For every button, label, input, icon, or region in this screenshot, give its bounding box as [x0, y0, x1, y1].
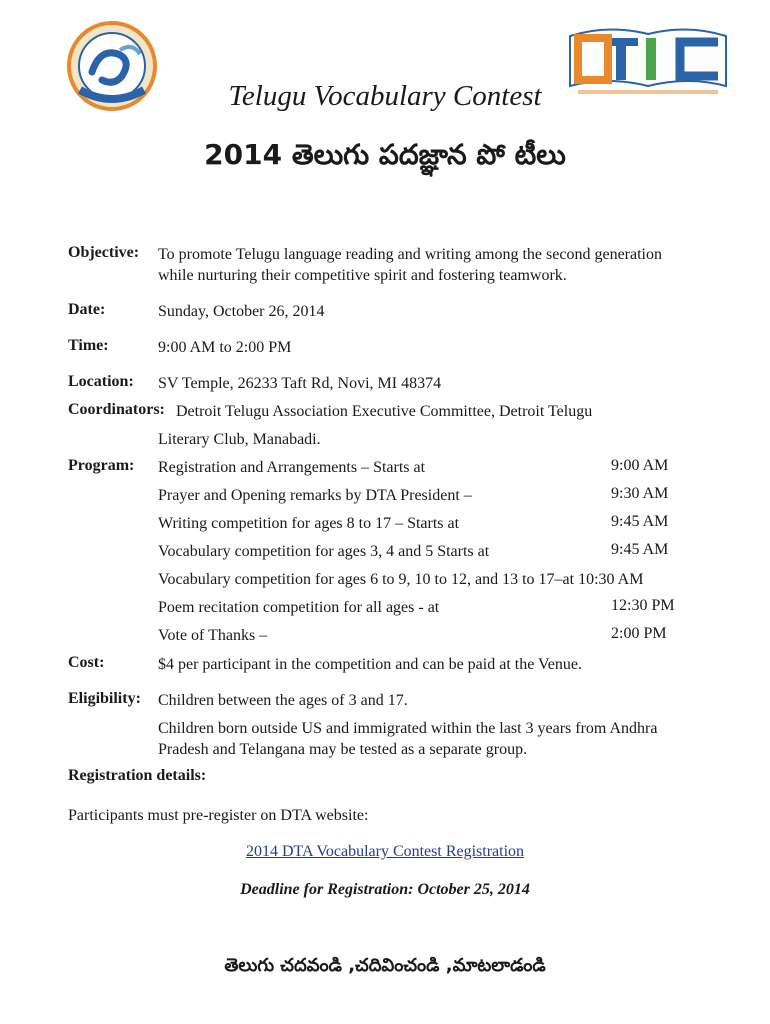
objective-line2: while nurturing their competitive spirit and fostering teamwork.	[158, 267, 567, 284]
cost-label: Cost:	[68, 654, 105, 671]
program-item-text: Prayer and Opening remarks by DTA President –	[158, 487, 472, 504]
eligibility-line1: Children between the ages of 3 and 17.	[158, 692, 408, 709]
coordinators-line1: Detroit Telugu Association Executive Committee, Detroit Telugu	[176, 403, 593, 420]
objective-label: Objective:	[68, 244, 140, 261]
location-value: SV Temple, 26233 Taft Rd, Novi, MI 48374	[158, 375, 442, 392]
registration-instructions: Participants must pre-register on DTA website:	[68, 807, 369, 824]
program-item-time: 9:45 AM	[611, 541, 669, 558]
eligibility-line2: Children born outside US and immigrated within the last 3 years from Andhra	[158, 720, 658, 737]
coordinators-line2: Literary Club, Manabadi.	[158, 431, 321, 448]
eligibility-line3: Pradesh and Telangana may be tested as a separate group.	[158, 741, 528, 758]
date-value: Sunday, October 26, 2014	[158, 303, 325, 320]
coordinators-label: Coordinators:	[68, 401, 165, 418]
eligibility-label: Eligibility:	[68, 690, 141, 707]
program-item-time: 9:45 AM	[611, 513, 669, 530]
registration-heading: Registration details:	[68, 767, 207, 784]
location-label: Location:	[68, 373, 134, 390]
program-item-text: Vocabulary competition for ages 6 to 9, 10 to 12, and 13 to 17–at 10:30 AM	[158, 571, 644, 588]
registration-deadline: Deadline for Registration: October 25, 2014	[240, 881, 530, 898]
program-item-text: Registration and Arrangements – Starts at	[158, 459, 426, 476]
program-label: Program:	[68, 457, 135, 474]
time-value: 9:00 AM to 2:00 PM	[158, 339, 292, 356]
objective-line1: To promote Telugu language reading and writing among the second generation	[158, 246, 662, 263]
time-label: Time:	[68, 337, 109, 354]
title-telugu: 2014 తెలుగు పదజ్ఞాన పో టీలు	[204, 138, 566, 171]
program-item-text: Vote of Thanks –	[158, 627, 268, 644]
program-item-text: Vocabulary competition for ages 3, 4 and 5 Starts at	[158, 543, 490, 560]
registration-link[interactable]: 2014 DTA Vocabulary Contest Registration	[245, 843, 525, 860]
program-item-time: 12:30 PM	[611, 597, 675, 614]
date-label: Date:	[68, 301, 106, 318]
title-english: Telugu Vocabulary Contest	[228, 80, 542, 112]
program-item-text: Poem recitation competition for all ages - at	[158, 599, 440, 616]
program-item-time: 9:00 AM	[611, 457, 669, 474]
program-item-time: 2:00 PM	[611, 625, 667, 642]
program-item-text: Writing competition for ages 8 to 17 – Starts at	[158, 515, 460, 532]
program-item-time: 9:30 AM	[611, 485, 669, 502]
cost-value: $4 per participant in the competition and can be paid at the Venue.	[158, 656, 583, 673]
footer-slogan: తెలుగు చదవండి ,చదివించండి ,మాటలాడండి	[224, 955, 546, 976]
